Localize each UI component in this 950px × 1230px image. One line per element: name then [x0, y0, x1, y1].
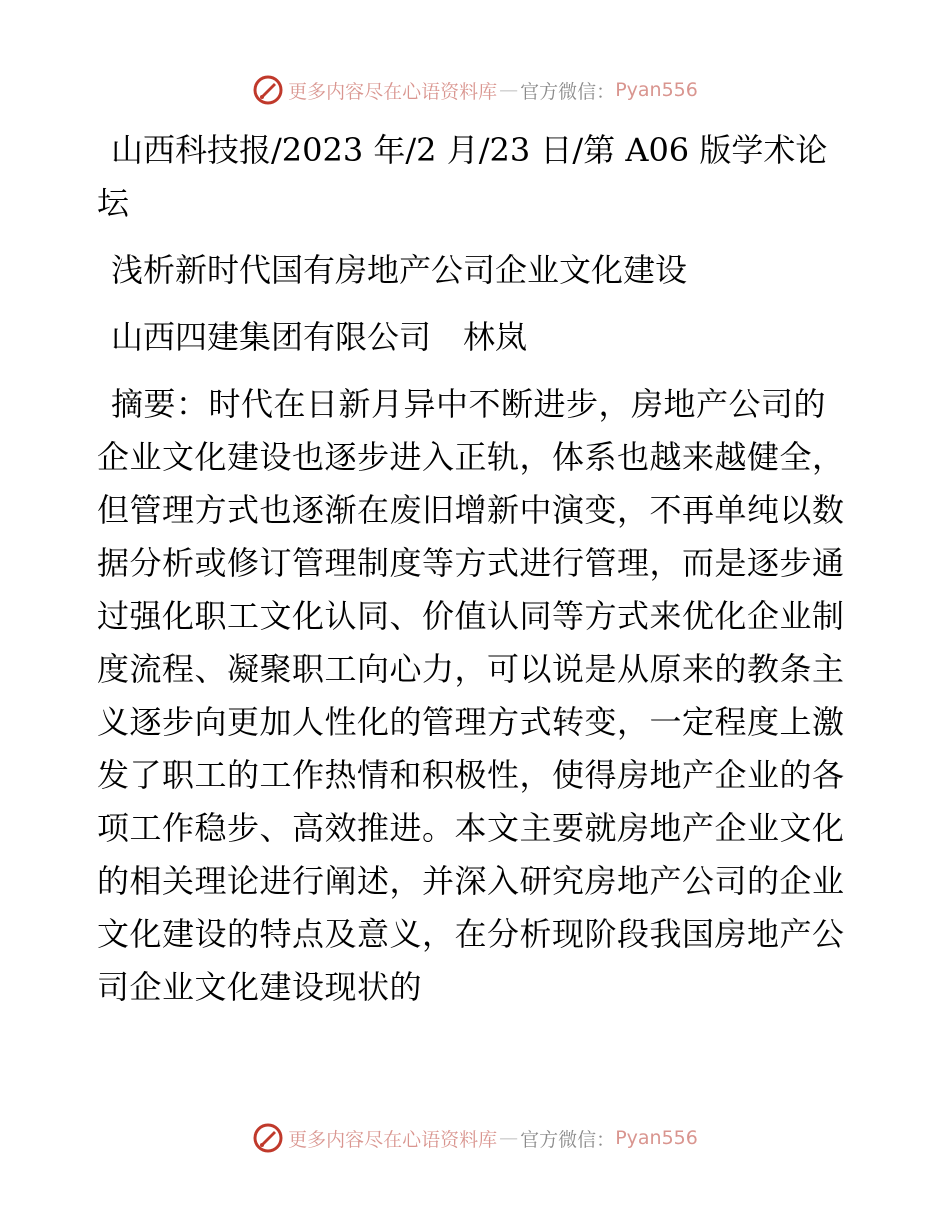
watermark-wechat-id: Pyan556: [615, 79, 698, 101]
document-body: [97, 124, 857, 1014]
header-watermark: [0, 74, 950, 106]
watermark-wechat-label: 官方微信：: [520, 80, 616, 103]
watermark-separator: —: [499, 79, 519, 101]
article-abstract: 摘要：时代在日新月异中不断进步，房地产公司的企业文化建设也逐步进入正轨，体系也越来越健全，但管理方式也逐渐在废旧增新中演变，不再单纯以数据分析或修订管理制度等方式进行管理，而是逐步通过强化职工文化认同、价值认同等方式来优化企业制度流程、凝聚职工向心力，可以说是从原来的教条主义逐步向更加人性化的管理方式转变，一定程度上激发了职工的工作热情和积极性，使得房地产企业的各项工作稳步、高效推进。本文主要就房地产企业文化的相关理论进行阐述，并深入研究房地产公司的企业文化建设的特点及意义，在分析现阶段我国房地产公司企业文化建设现状的: [97, 385, 845, 1006]
footer-watermark: [0, 1122, 950, 1154]
watermark-brand: 更多内容尽在心语资料库: [288, 80, 498, 103]
watermark-wechat-label: 官方微信：: [520, 1128, 616, 1151]
watermark-brand: 更多内容尽在心语资料库: [288, 1128, 498, 1151]
article-title: 浅析新时代国有房地产公司企业文化建设: [111, 251, 688, 289]
pen-circle-icon: [252, 74, 284, 106]
article-author: 山西四建集团有限公司 林岚: [111, 318, 528, 356]
pen-circle-icon: [252, 1122, 284, 1154]
article-source: 山西科技报/2023 年/2 月/23 日/第 A06 版学术论坛: [97, 131, 828, 222]
watermark-separator: —: [499, 1127, 519, 1149]
watermark-wechat-id: Pyan556: [615, 1127, 698, 1149]
